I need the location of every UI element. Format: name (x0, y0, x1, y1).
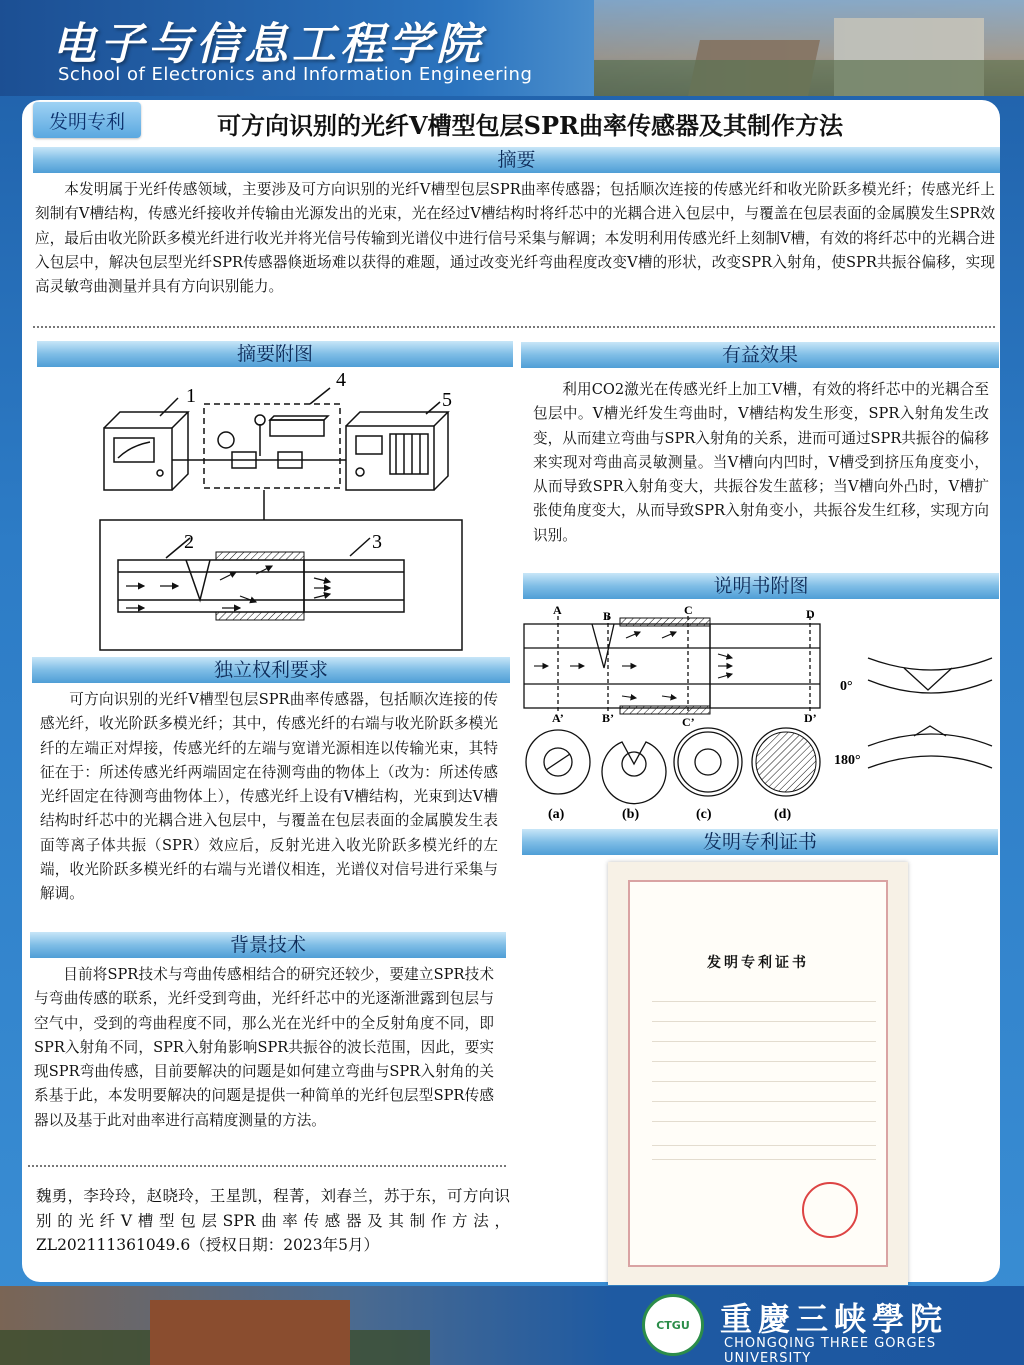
section-label-c-prime: C’ (682, 715, 695, 729)
section-label-a-prime: A’ (552, 711, 564, 725)
patent-certificate-image (608, 862, 908, 1285)
patent-tag: 发明专利 (33, 102, 141, 138)
fig-label-2: 2 (184, 531, 194, 553)
section-label-a: A (553, 603, 562, 617)
sub-label-a: (a) (548, 807, 565, 822)
section-label-b-prime: B’ (602, 711, 614, 725)
university-name-cn: 重慶三峡學院 (720, 1300, 949, 1338)
benefit-heading: 有益效果 (521, 342, 999, 368)
abstract-text: 本发明属于光纤传感领域，主要涉及可方向识别的光纤V槽型包层SPR曲率传感器；包括顺次连接的传感光纤和收光阶跃多模光纤；传感光纤上刻制有V槽结构，传感光纤接收并传输由光源发出的光束，光在经过V槽结构时将纤芯中的光耦合进入包层中，与覆盖在包层表面的金属膜发生SPR效应，最后由收光阶跃多模光纤进行收光并将光信号传输到光谱仪中进行信号采集与解调；本发明利用传感光纤上刻制V槽，有效的将纤芯中的光耦合进入包层中，解决包层型光纤SPR传感器倏逝场难以获得的难题，通过改变光纤弯曲程度改变V槽的形状，改变SPR入射角，使SPR共振谷偏移，实现高灵敏弯曲测量并具有方向识别能力。 (35, 181, 995, 296)
background-heading: 背景技术 (30, 932, 506, 958)
patent-title: 可方向识别的光纤V槽型包层SPR曲率传感器及其制作方法 (217, 111, 843, 140)
section-label-d: D (806, 607, 815, 621)
school-title-cn: 电子与信息工程学院 (52, 19, 484, 70)
section-label-b: B (603, 609, 612, 623)
claim-text: 可方向识别的光纤V槽型包层SPR曲率传感器，包括顺次连接的传感光纤，收光阶跃多模光纤；其中，传感光纤的右端与收光阶跃多模光纤的左端正对焊接，传感光纤的左端与宽谱光源相连以传输光束，其特征在于：所述传感光纤两端固定在待测弯曲的物体上（改为：所述传感光纤固定在待测弯曲物体上），传感光纤上设有V槽结构，光束到达V槽结构时纤芯中的光耦合进入包层中，与覆盖在包层表面的金属膜发生表面等离子体共振（SPR）效应后，反射光进入收光阶跃多模光纤的左端，收光阶跃多模光纤的右端与光谱仪相连，光谱仪对信号进行采集与解调。 (40, 691, 498, 903)
university-name-en: CHONGQING THREE GORGES UNIVERSITY (724, 1336, 937, 1365)
abstract-heading: 摘要 (33, 147, 1000, 173)
spec-figure (522, 602, 1000, 824)
certificate-heading: 发明专利证书 (522, 829, 998, 855)
angle-180-label: 180° (834, 753, 861, 768)
fig-label-5: 5 (442, 389, 452, 411)
angle-0-label: 0° (840, 679, 853, 694)
fig-label-3: 3 (372, 531, 382, 553)
certificate-seal-icon (802, 1182, 858, 1238)
header-banner (0, 0, 1024, 96)
abstract-figure-heading: 摘要附图 (37, 341, 513, 367)
section-label-c: C (684, 603, 693, 617)
university-logo-icon: CTGU (642, 1294, 704, 1356)
sub-label-c: (c) (696, 807, 712, 822)
school-title-en: School of Electronics and Information Engineering (58, 64, 533, 85)
footer-banner (0, 1286, 1024, 1365)
citation-text: 魏勇，李玲玲，赵晓玲，王星凯，程菁，刘春兰，苏于东，可方向识别的光纤V槽型包层SPR曲率传感器及其制作方法，ZL202111361049.6（授权日期：2023年5月） (36, 1187, 510, 1254)
background-text: 目前将SPR技术与弯曲传感相结合的研究还较少，要建立SPR技术与弯曲传感的联系，光纤受到弯曲，光纤纤芯中的光逐渐泄露到包层与空气中，受到的弯曲程度不同，那么光在光纤中的全反射角度不同，即SPR入射角不同，SPR入射角影响SPR共振谷的波长范围，因此，要实现SPR弯曲传感，目前要解决的问题是如何建立弯曲与SPR入射角的关系基于此，本发明要解决的问题是提供一种简单的光纤包层型SPR传感器以及基于此对曲率进行高精度测量的方法。 (34, 966, 494, 1129)
benefit-text: 利用CO2激光在传感光纤上加工V槽，有效的将纤芯中的光耦合至包层中。V槽光纤发生弯曲时，V槽结构发生形变，SPR入射角发生改变，从而建立弯曲与SPR入射角的关系，进而可通过SPR共振谷的偏移来实现对弯曲高灵敏测量。当V槽向内凹时，V槽受到挤压角度变小，从而导致SPR入射角变大，共振谷发生蓝移；当V槽向外凸时，V槽扩张使角度变大，从而导致SPR入射角变小，共振谷发生红移，实现方向识别。 (533, 381, 989, 544)
spec-figure-heading: 说明书附图 (523, 573, 999, 599)
certificate-title: 发明专利证书 (707, 955, 809, 971)
divider (33, 326, 995, 328)
sub-label-b: (b) (622, 807, 640, 822)
abstract-figure (60, 368, 500, 656)
sub-label-d: (d) (774, 807, 792, 822)
section-label-d-prime: D’ (804, 711, 817, 725)
divider (28, 1165, 506, 1167)
fig-label-1: 1 (186, 385, 196, 407)
header-building-photo (594, 0, 1024, 96)
claim-heading: 独立权利要求 (32, 657, 510, 683)
fig-label-4: 4 (336, 369, 346, 391)
